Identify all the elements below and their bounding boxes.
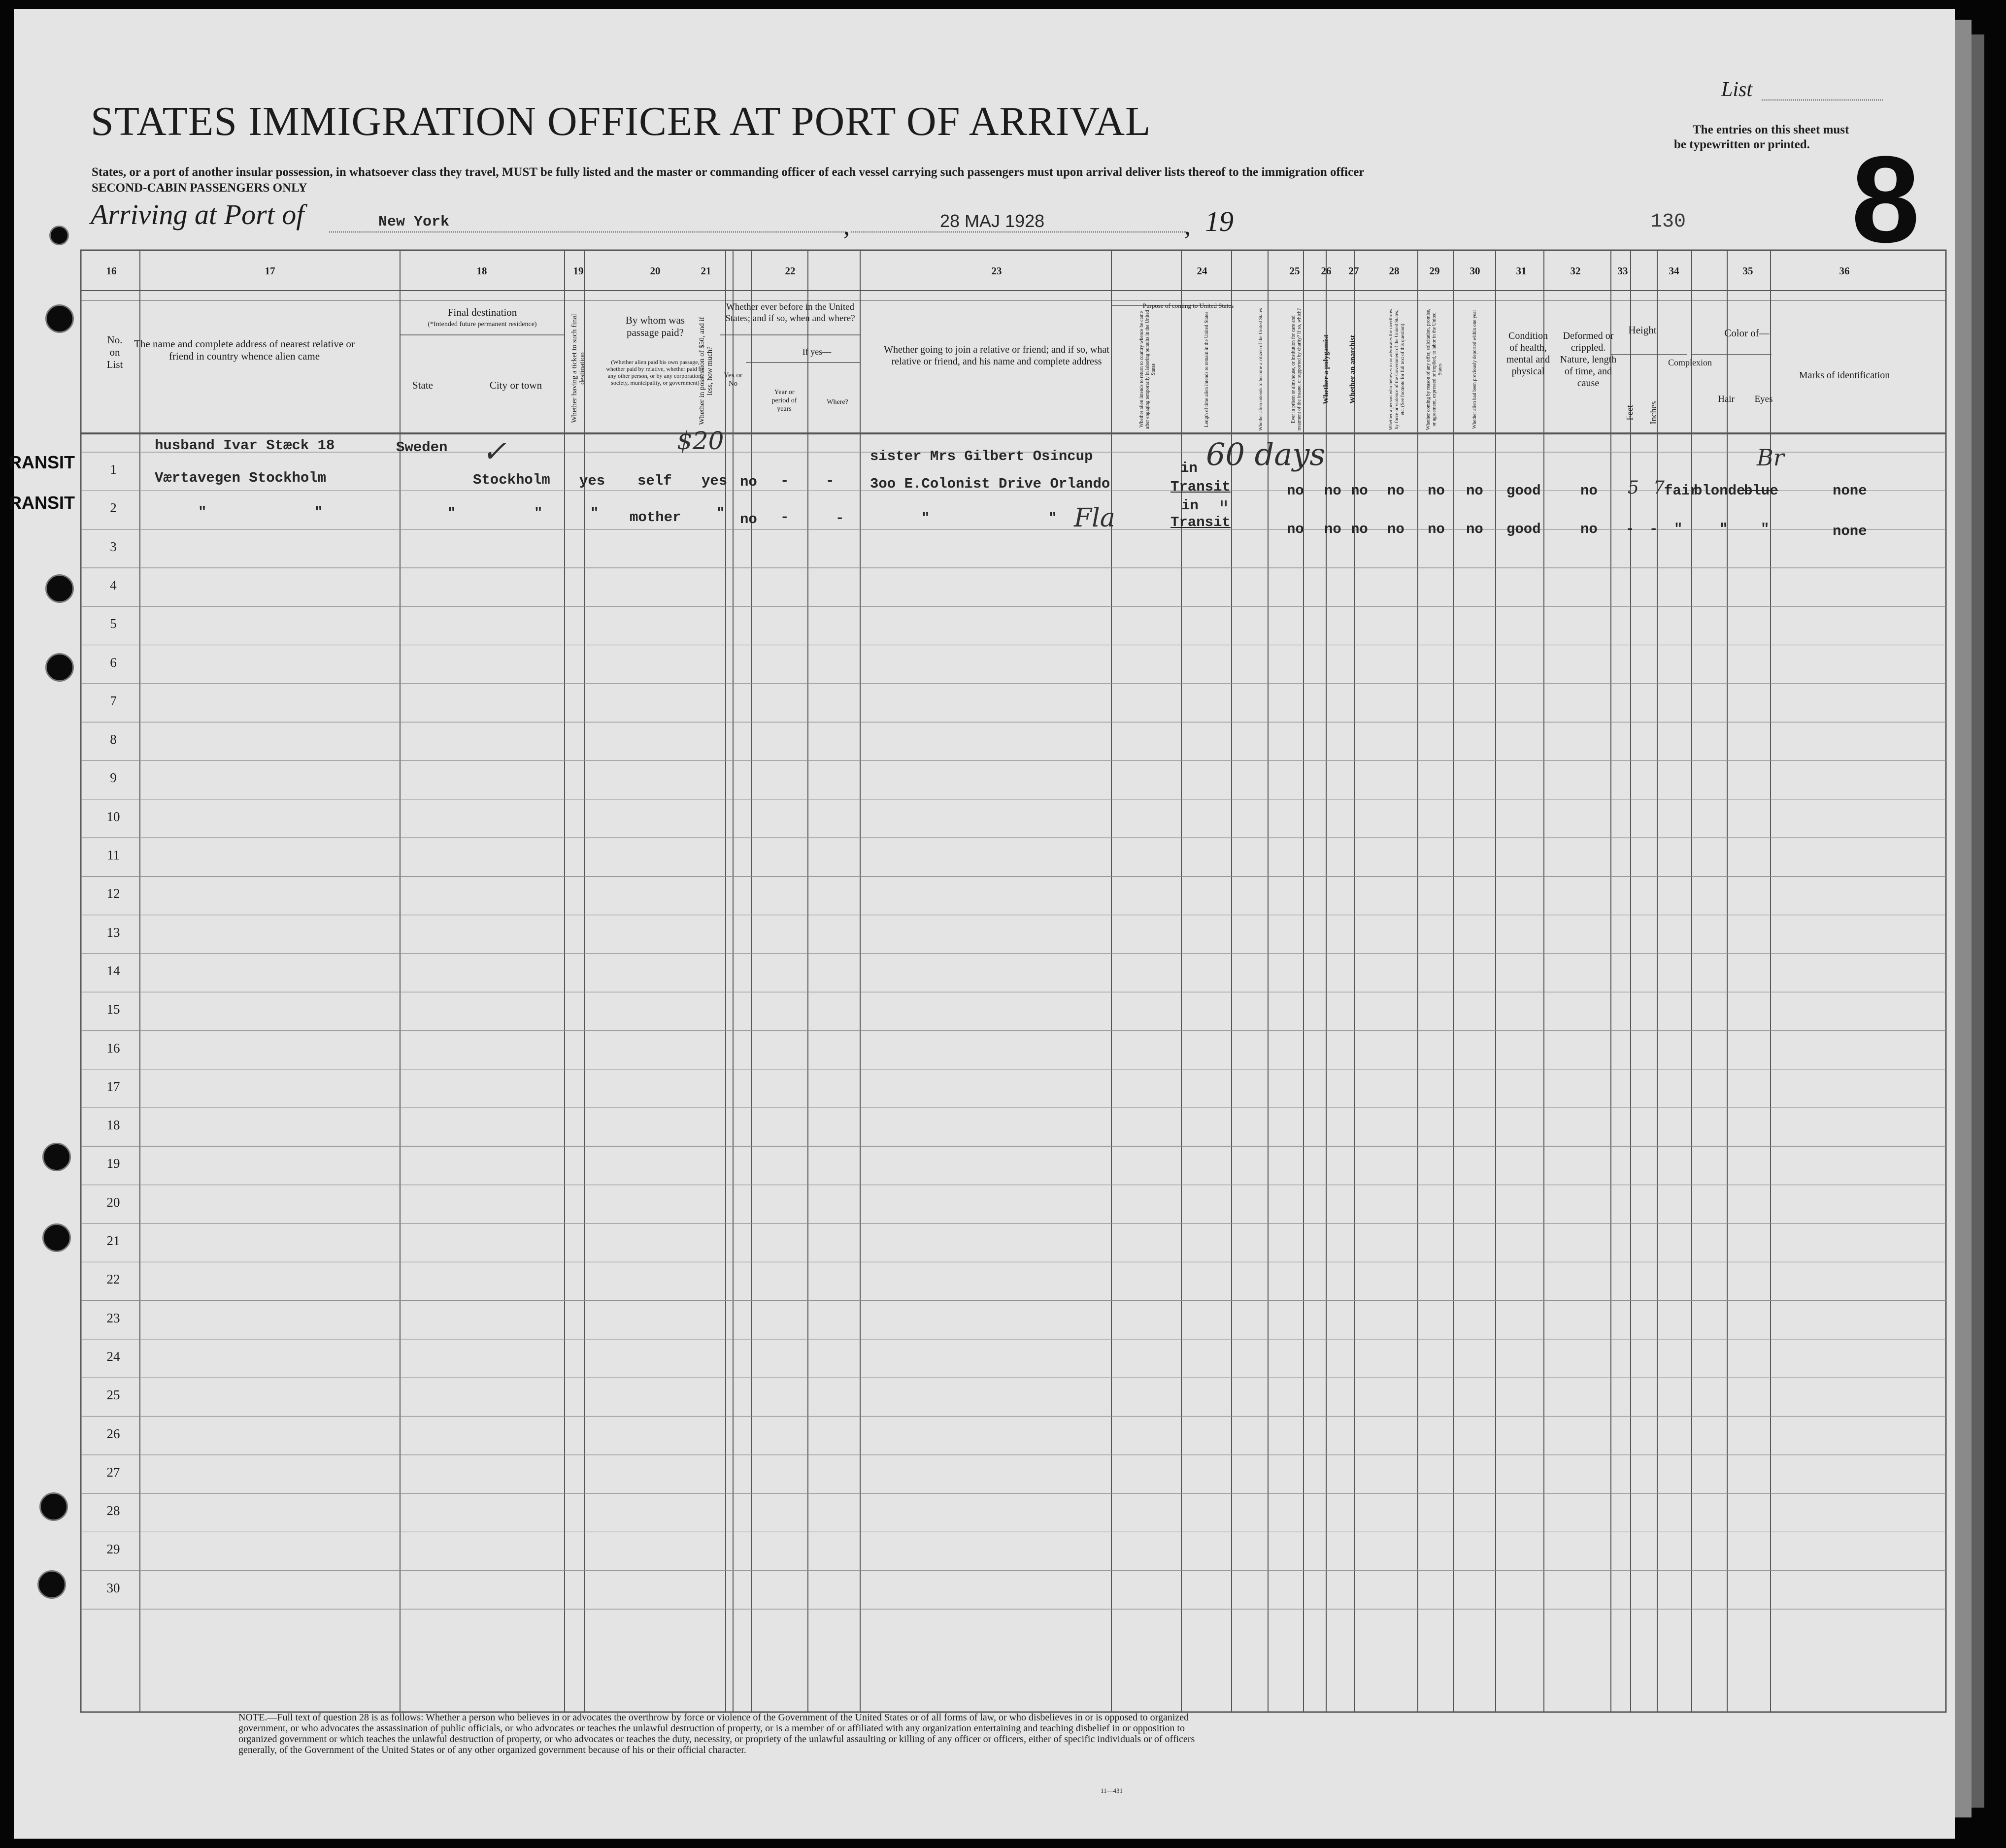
r2-feet: - — [1626, 521, 1635, 537]
r1-paid-by: self — [637, 473, 672, 489]
row-number: 10 — [106, 809, 120, 824]
row-number: 6 — [110, 655, 117, 670]
entries-note-1: The entries on this sheet must — [1693, 123, 1849, 136]
row-number: 28 — [106, 1503, 120, 1518]
header-no-on-list: No. on List — [106, 334, 123, 370]
footnote-text: NOTE.—Full text of question 28 is as follows: Whether a person who believes in or advocates the overthrow by force or violence of the Government of the United States or of all forms of law, or who disbelieves in or is opposed to organized government, or who advocates the assassination of public officials, or who advocates or teaches the unlawful destruction of property, or is a member of or affiliated with any organization entertaining and teaching disbelief in or opposition to organized government or which teaches the unlawful destruction of property, or who advocates or teaches the duty, necessity, or propriety of the unlawful assaulting or killing of any officer or officers, either of specific individuals or of officers generally, of the Government of the United States or of any other organized government because of his or their official character. — [238, 1712, 1195, 1755]
r1-ticket: yes — [579, 473, 605, 489]
r1-length-handwritten: 60 days — [1206, 436, 1326, 472]
margin-stamp-transit: RANSIT — [9, 493, 75, 513]
row-number: 24 — [106, 1349, 120, 1364]
header-col24-b: Length of time alien intends to remain in the United States — [1204, 311, 1209, 428]
row-number: 27 — [106, 1464, 120, 1480]
column-number: 36 — [1839, 265, 1850, 277]
header-col35-hair: Hair — [1718, 394, 1735, 404]
punch-hole — [39, 1492, 68, 1521]
list-number-line — [1762, 99, 1883, 100]
row-number: 12 — [106, 886, 120, 901]
column-number: 27 — [1348, 265, 1359, 277]
r1-marks: none — [1833, 483, 1867, 499]
r2-before-year: - — [780, 509, 789, 526]
row-number: 3 — [110, 539, 117, 554]
r2-deformed: no — [1580, 521, 1598, 537]
r1-money-handwritten: $20 — [677, 427, 724, 455]
header-col22-ifyes: If yes— — [802, 347, 832, 357]
row-number: 16 — [106, 1040, 120, 1056]
r1-purpose-in: in — [1180, 460, 1198, 476]
header-col26: Whether a polygamist — [1322, 334, 1330, 404]
r2-complexion: " — [1674, 521, 1683, 537]
column-number: 23 — [991, 265, 1002, 277]
r1-relative-name: husband Ivar Stæck 18 — [155, 437, 335, 454]
r2-inches: - — [1649, 521, 1658, 537]
r1-checkmark: ✓ — [482, 434, 507, 469]
r2-money: " — [716, 505, 725, 522]
column-number: 35 — [1742, 265, 1753, 277]
comma-2: , — [1184, 212, 1191, 240]
r2-c29: no — [1428, 521, 1445, 537]
r1-city: Stockholm — [473, 472, 550, 488]
header-col23: Whether going to join a relative or friend; and if so, what relative or friend, and his name and complete address — [884, 344, 1109, 367]
row-number: 7 — [110, 693, 117, 708]
header-col25: Ever in prison or almshouse, or institution for care and treatment of the insane, or supported by charity? If so, which? — [1291, 308, 1302, 431]
r2-c30: no — [1466, 521, 1483, 537]
r1-state: Sweden — [396, 439, 448, 456]
r2-c27: no — [1351, 521, 1368, 537]
form-number: 11—431 — [1101, 1787, 1123, 1794]
header-col22-title: Whether ever before in the United States; and if so, when and where? — [725, 302, 855, 324]
r2-before-yesno: no — [740, 511, 757, 528]
row-number: 25 — [106, 1387, 120, 1403]
r1-length: Transit — [1170, 479, 1231, 495]
entries-note-2: be typewritten or printed. — [1674, 138, 1810, 151]
cabin-class: SECOND-CABIN PASSENGERS ONLY — [92, 181, 307, 195]
row-number: 17 — [106, 1079, 120, 1094]
comma-1: , — [843, 212, 850, 240]
header-col19: Whether having a ticket to such final destination — [570, 314, 586, 423]
header-col22-yesno: Yes or No — [723, 371, 743, 388]
row-number: 22 — [106, 1272, 120, 1287]
r2-paid-by: mother — [630, 509, 681, 526]
r2-health: good — [1506, 521, 1541, 537]
page-edge-stack — [1972, 34, 1984, 1808]
row-number: 19 — [106, 1156, 120, 1171]
header-col21: Whether in possession of $50, and if less, how much? — [698, 317, 714, 425]
r1-before-year: - — [780, 473, 789, 489]
punch-hole — [45, 304, 74, 333]
header-col33-inches: Inches — [1648, 401, 1658, 425]
column-number: 24 — [1197, 265, 1207, 277]
header-col30: Whether alien had been previously deported within one year — [1472, 310, 1477, 429]
r2-purpose-in: in — [1181, 497, 1199, 514]
column-number: 32 — [1570, 265, 1581, 277]
column-number: 16 — [106, 265, 117, 277]
r2-before-where: - — [836, 510, 844, 527]
year-prefix: 19 — [1205, 205, 1234, 237]
r1-relative-address: Værtavegen Stockholm — [155, 470, 327, 486]
instruction-text: States, or a port of another insular possession, in whatsoever class they travel, MUST be fully listed and the master or commanding officer of each vessel carrying such passengers must upon arrival deliver lists thereof to the immigration officer — [92, 165, 1365, 179]
r1-eyes: blue — [1744, 483, 1778, 499]
punch-hole — [45, 653, 74, 682]
header-col22-where: Where? — [827, 398, 848, 406]
column-number: 28 — [1389, 265, 1400, 277]
column-number: 19 — [573, 265, 584, 277]
row-number: 21 — [106, 1233, 120, 1248]
r1-c29: no — [1428, 483, 1445, 499]
r2-length: Transit — [1170, 514, 1231, 530]
r1-join-name: sister Mrs Gilbert Osincup — [870, 448, 1093, 464]
header-col18-title: Final destination — [447, 306, 517, 318]
punch-hole — [42, 1223, 71, 1252]
r1-c28: no — [1387, 483, 1404, 499]
r2-hair: " — [1719, 521, 1728, 537]
margin-stamp-transit: RANSIT — [9, 452, 75, 472]
column-number: 31 — [1516, 265, 1527, 277]
header-col22-year: Year or period of years — [771, 389, 797, 413]
r1-feet: 5 — [1628, 478, 1639, 498]
ruled-grid — [14, 9, 1955, 1839]
r2-join-ditto: " — [921, 510, 930, 527]
r1-hair: blonde — [1694, 483, 1745, 499]
port-value: New York — [378, 214, 450, 231]
r1-eyes-handwritten: Br — [1757, 444, 1784, 471]
header-col35-eyes: Eyes — [1754, 394, 1773, 404]
stamp-number: 130 — [1650, 211, 1686, 233]
row-number: 15 — [106, 1002, 120, 1017]
r1-c30: no — [1466, 483, 1483, 499]
header-col36: Marks of identification — [1799, 370, 1890, 381]
header-col17: The name and complete address of nearest relative or friend in country whence alien came — [134, 338, 355, 362]
header-col20-title: By whom was passage paid? — [625, 314, 685, 338]
r2-relative-ditto: " — [314, 504, 323, 521]
row-number: 14 — [106, 963, 120, 978]
header-col29: Whether coming by reason of any offer, solicitation, promise, or agreement, expressed or implied, to labor in the United States — [1426, 308, 1443, 430]
row-number: 13 — [106, 924, 120, 940]
column-number: 22 — [785, 265, 796, 277]
r1-join-address: 3oo E.Colonist Drive Orlando — [870, 476, 1110, 492]
r1-before-where: - — [826, 473, 835, 489]
header-col34: Complexion — [1668, 358, 1712, 367]
header-col18-state: State — [412, 379, 433, 391]
header-col24-a: Whether alien intends to return to country whence he came after engaging temporarily in laboring pursuits in the United States — [1139, 310, 1156, 429]
column-number: 30 — [1470, 265, 1480, 277]
punch-hole — [49, 226, 69, 245]
r2-state: " — [447, 505, 456, 522]
port-line — [329, 231, 846, 232]
row-number: 30 — [106, 1580, 120, 1595]
row-number: 1 — [110, 462, 117, 477]
r2-ticket: " — [590, 505, 599, 522]
r2-eyes: " — [1761, 521, 1770, 537]
r1-money: yes — [702, 473, 728, 489]
column-number: 20 — [650, 265, 661, 277]
r1-deformed: no — [1580, 483, 1598, 499]
header-col28: Whether a person who believes in or advocates the overthrow by force or violence of the Government of the United States, etc. (See footnote for full text of this question) — [1388, 308, 1405, 430]
r2-ditto-handwritten: " — [1219, 496, 1229, 522]
r2-c28: no — [1387, 521, 1404, 537]
r1-c25: no — [1287, 483, 1304, 499]
column-number: 26 — [1321, 265, 1332, 277]
punch-hole — [42, 1143, 71, 1171]
list-label: List — [1721, 78, 1753, 101]
r1-inches: 7 — [1653, 478, 1665, 498]
column-number: 21 — [701, 265, 711, 277]
header-col32: Deformed or crippled. Nature, length of time, and cause — [1560, 330, 1617, 389]
arriving-label: Arriving at Port of — [91, 198, 304, 231]
r2-marks: none — [1833, 523, 1867, 539]
r2-relative-ditto: " — [198, 504, 207, 521]
r2-city: " — [534, 505, 543, 522]
column-number: 33 — [1617, 265, 1628, 277]
row-number: 26 — [106, 1426, 120, 1441]
row-number: 5 — [110, 616, 117, 631]
header-col31: Condition of health, mental and physical — [1506, 330, 1550, 377]
header-col24-title: Purpose of coming to United States — [1142, 302, 1234, 309]
row-number: 29 — [106, 1542, 120, 1557]
header-col33-title: Height — [1628, 324, 1657, 336]
row-number: 11 — [107, 848, 120, 862]
r1-complexion: fair — [1664, 483, 1699, 499]
sheet-number: 8 — [1851, 131, 1920, 268]
r2-c26: no — [1324, 521, 1341, 537]
row-number: 4 — [110, 577, 117, 593]
manifest-sheet — [9, 9, 1955, 1839]
row-number: 2 — [110, 500, 117, 516]
header-col18-city: City or town — [489, 379, 542, 391]
row-number: 23 — [106, 1310, 120, 1325]
page-title: STATES IMMIGRATION OFFICER AT PORT OF ARRIVAL — [91, 99, 1151, 144]
column-number: 34 — [1669, 265, 1679, 277]
header-col33-feet: Feet — [1625, 405, 1635, 421]
row-number: 9 — [110, 770, 117, 786]
r2-c25: no — [1287, 521, 1304, 537]
date-stamp: 28 MAJ 1928 — [940, 211, 1045, 231]
r2-state-handwritten: Fla — [1074, 503, 1115, 533]
header-col20-sub: (Whether alien paid his own passage, whether paid by relative, whether paid by any other person, or by any corporation, society, municipality, or government) — [606, 359, 704, 386]
r2-join-ditto: " — [1048, 510, 1057, 527]
row-number: 8 — [110, 732, 117, 747]
punch-hole — [37, 1570, 66, 1599]
column-number: 29 — [1429, 265, 1440, 277]
column-number: 17 — [265, 265, 275, 277]
header-col27: Whether an anarchist — [1349, 335, 1357, 404]
column-number: 18 — [476, 265, 487, 277]
row-number: 18 — [106, 1118, 120, 1133]
header-col18-sub: (*Intended future permanent residence) — [428, 321, 537, 328]
header-col35-title: Color of— — [1724, 327, 1770, 339]
punch-hole — [45, 574, 74, 603]
r1-health: good — [1506, 483, 1541, 499]
date-line — [851, 231, 1186, 232]
row-number: 20 — [106, 1194, 120, 1210]
header-col24-c: Whether alien intends to become a citizen of the United States — [1258, 308, 1264, 431]
r1-c27: no — [1351, 483, 1368, 499]
column-number: 25 — [1289, 265, 1300, 277]
r1-c26: no — [1324, 483, 1341, 499]
page-edge — [1955, 20, 1972, 1817]
r1-before-yesno: no — [740, 474, 757, 490]
